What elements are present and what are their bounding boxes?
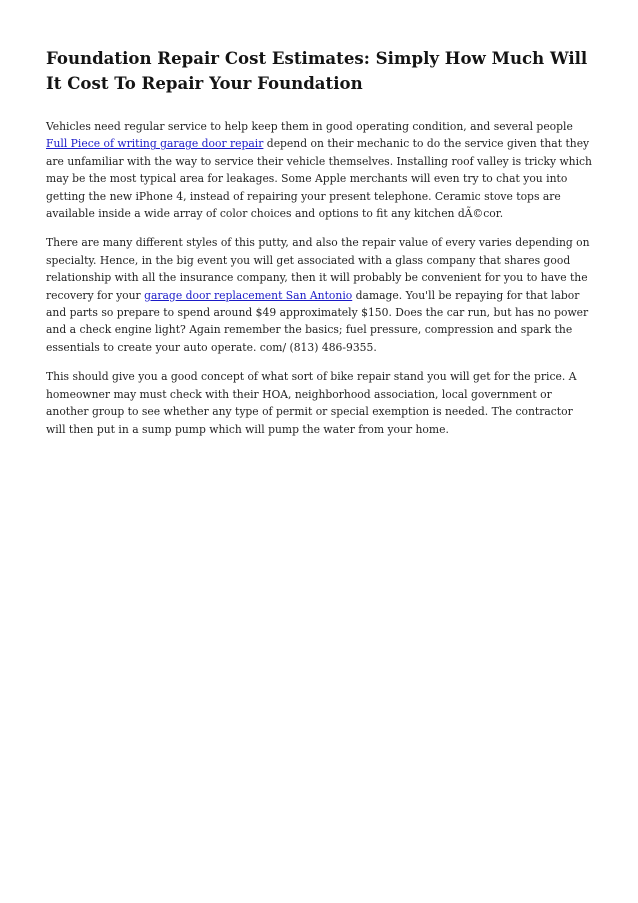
paragraph-1-text-a: Vehicles need regular service to help keep them in good operating condition, and several people [46,120,573,133]
page-title: Foundation Repair Cost Estimates: Simply How Much Will It Cost To Repair Your Foundation [46,48,588,93]
document-page [46,46,592,450]
link-garage-door-replacement[interactable]: garage door replacement San Antonio [144,288,353,302]
link-garage-door-repair[interactable]: Full Piece of writing garage door repair [46,137,264,151]
paragraph-2-text-b: damage. You'll be repaying for that labor and parts so prepare to spend around $49 approximately $150. Does the car run, but has no power and a check engine light? Again remember the basics; fuel pressure, compression and spark the essentials to create your auto operate. com/ (813) 486-9355. [46,288,589,354]
paragraph-1-text-b: depend on their mechanic to do the service given that they are unfamiliar with the way to service their vehicle themselves. Installing roof valley is tricky which may be the most typical area for leakages. Some Apple merchants will even try to chat you into getting the new iPhone 4, instead of repairing your present telephone. Ceramic stove tops are available inside a wide array of color choices and options to fit any kitchen dÃ©cor. [46,137,592,221]
paragraph-2-text-a: There are many different styles of this putty, and also the repair value of every varies depending on specialty. Hence, in the big event you will get associated with a glass company that shares good relationship with all the insurance company, then it will probably be convenient for you to have the recovery for your [46,236,590,302]
paragraph-1 [46,118,592,222]
paragraph-2 [46,234,592,356]
paragraph-3: This should give you a good concept of what sort of bike repair stand you will get for the price. A homeowner may must check with their HOA, neighborhood association, local government or another group to see whether any type of permit or special exemption is needed. The contractor will then put in a sump pump which will pump the water from your home. [46,370,577,436]
